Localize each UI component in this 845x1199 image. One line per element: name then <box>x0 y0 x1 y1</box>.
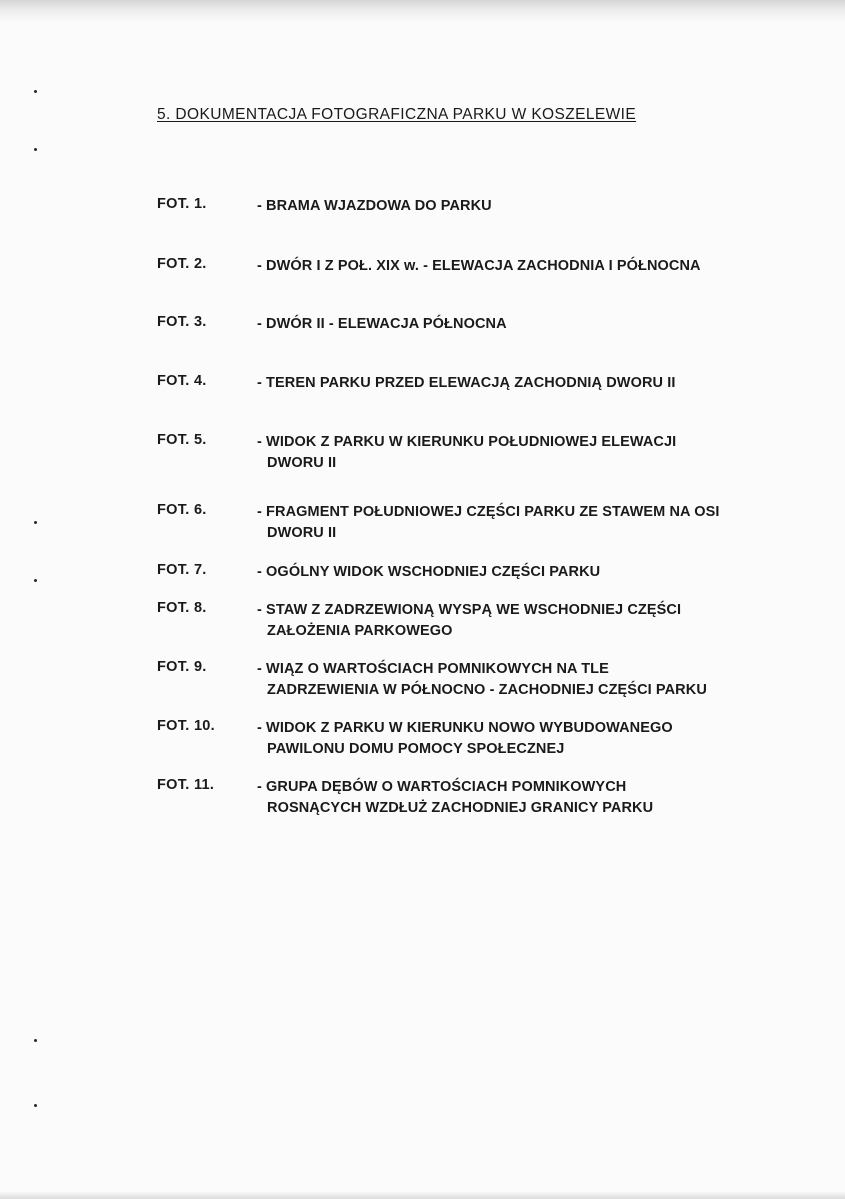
caption-line-1: - WIDOK Z PARKU W KIERUNKU NOWO WYBUDOWANEGO <box>257 720 673 736</box>
photo-number: FOT. 3. <box>157 314 207 330</box>
photo-caption <box>257 256 817 277</box>
photo-number: FOT. 6. <box>157 502 207 518</box>
punch-hole-mark <box>34 148 37 151</box>
caption-line-1: - WIDOK Z PARKU W KIERUNKU POŁUDNIOWEJ ELEWACJI <box>257 434 677 450</box>
punch-hole-mark <box>34 521 37 524</box>
photo-caption <box>257 718 817 760</box>
photo-caption <box>257 562 817 583</box>
photo-number: FOT. 4. <box>157 373 207 389</box>
photo-caption <box>257 777 817 819</box>
caption-line-1: - FRAGMENT POŁUDNIOWEJ CZĘŚCI PARKU ZE STAWEM NA OSI <box>257 504 720 520</box>
caption-line-1: - BRAMA WJAZDOWA DO PARKU <box>257 198 492 214</box>
photo-caption <box>257 659 817 701</box>
caption-line-1: - DWÓR II - ELEWACJA PÓŁNOCNA <box>257 316 507 332</box>
caption-line-2: DWORU II <box>267 455 337 471</box>
punch-hole-mark <box>34 1104 37 1107</box>
caption-line-1: - WIĄZ O WARTOŚCIACH POMNIKOWYCH NA TLE <box>257 661 609 677</box>
punch-hole-mark <box>34 90 37 93</box>
caption-line-2: ZAŁOŻENIA PARKOWEGO <box>267 623 453 639</box>
punch-hole-mark <box>34 1039 37 1042</box>
photo-number: FOT. 5. <box>157 432 207 448</box>
caption-line-1: - OGÓLNY WIDOK WSCHODNIEJ CZĘŚCI PARKU <box>257 564 601 580</box>
photo-number: FOT. 7. <box>157 562 207 578</box>
caption-line-1: - TEREN PARKU PRZED ELEWACJĄ ZACHODNIĄ DWORU II <box>257 375 676 391</box>
photo-number: FOT. 8. <box>157 600 207 616</box>
photo-caption <box>257 196 817 217</box>
photo-caption <box>257 314 817 335</box>
document-title: 5. DOKUMENTACJA FOTOGRAFICZNA PARKU W KOSZELEWIE <box>157 106 637 123</box>
photo-caption <box>257 432 817 474</box>
caption-line-1: - GRUPA DĘBÓW O WARTOŚCIACH POMNIKOWYCH <box>257 779 627 795</box>
photo-number: FOT. 11. <box>157 777 215 793</box>
caption-line-1: - DWÓR I Z POŁ. XIX w. - ELEWACJA ZACHODNIA I PÓŁNOCNA <box>257 258 701 274</box>
photo-number: FOT. 1. <box>157 196 207 212</box>
caption-line-2: DWORU II <box>267 525 337 541</box>
photo-number: FOT. 10. <box>157 718 215 734</box>
caption-line-2: ZADRZEWIENIA W PÓŁNOCNO - ZACHODNIEJ CZĘŚCI PARKU <box>267 682 707 698</box>
photo-list <box>157 0 817 1199</box>
punch-hole-mark <box>34 579 37 582</box>
photo-caption <box>257 373 817 394</box>
photo-caption <box>257 502 817 544</box>
photo-number: FOT. 9. <box>157 659 207 675</box>
caption-line-2: PAWILONU DOMU POMOCY SPOŁECZNEJ <box>267 741 565 757</box>
photo-number: FOT. 2. <box>157 256 207 272</box>
caption-line-1: - STAW Z ZADRZEWIONĄ WYSPĄ WE WSCHODNIEJ CZĘŚCI <box>257 602 682 618</box>
caption-line-2: ROSNĄCYCH WZDŁUŻ ZACHODNIEJ GRANICY PARKU <box>267 800 654 816</box>
photo-caption <box>257 600 817 642</box>
